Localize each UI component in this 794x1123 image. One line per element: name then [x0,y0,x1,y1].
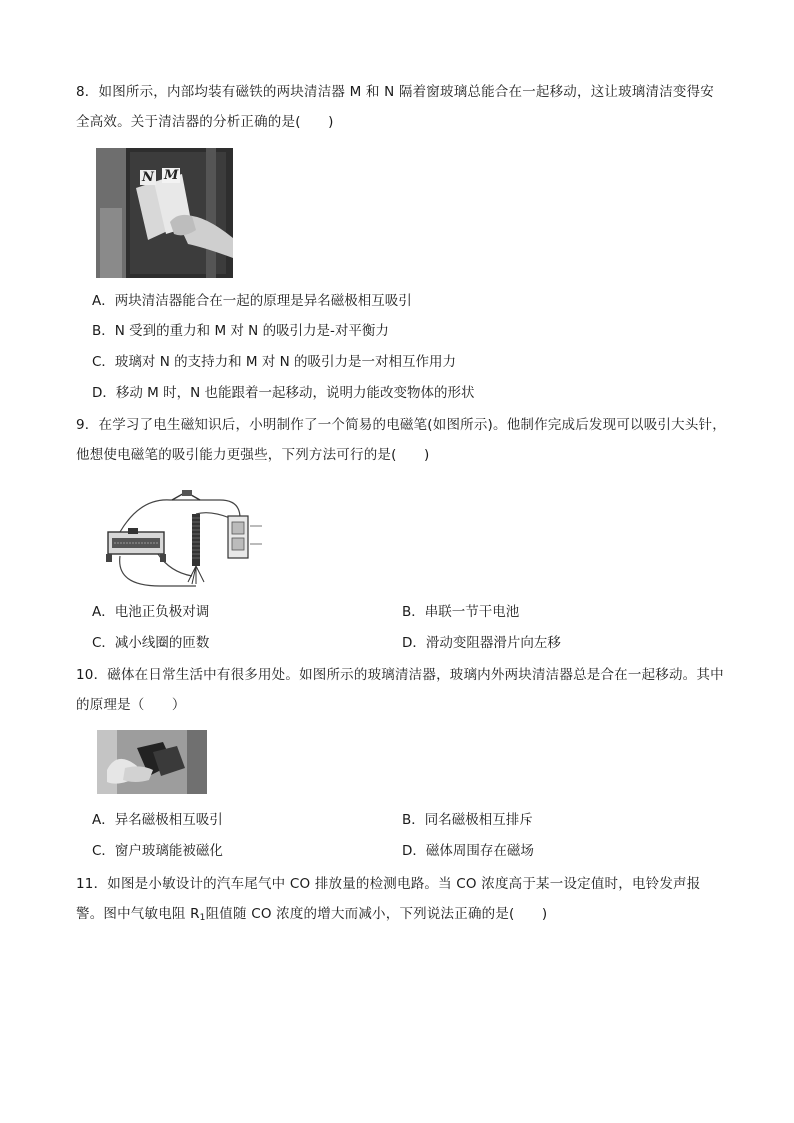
question-9-stem: 9．在学习了电生磁知识后，小明制作了一个简易的电磁笔(如图所示)。他制作完成后发现可以吸引大头针，他想使电磁笔的吸引能力更强些，下列方法可行的是( ) [76,417,726,463]
label-n: N [142,170,154,185]
question-9-option-a[interactable]: A．电池正负极对调 [92,604,210,620]
question-9-option-d[interactable]: D．滑动变阻器滑片向左移 [402,635,561,651]
question-10-figure [97,730,207,794]
question-11-stem-part2: 阻值随 CO 浓度的增大而减小，下列说法正确的是( ) [205,906,548,922]
question-9-figure [100,482,270,588]
question-10-option-a[interactable]: A．异名磁极相互吸引 [92,812,223,828]
question-9-option-c[interactable]: C．减小线圈的匝数 [92,635,210,651]
label-m: M [164,168,179,183]
question-8-option-d[interactable]: D．移动 M 时，N 也能跟着一起移动，说明力能改变物体的形状 [92,385,475,401]
question-10-stem: 10．磁体在日常生活中有很多用处。如图所示的玻璃清洁器，玻璃内外两块清洁器总是合在一起移动。其中的原理是（ ） [76,667,724,713]
question-11-stem-part1: 11．如图是小敏设计的汽车尾气中 CO 排放量的检测电路。当 CO 浓度高于某一设定值时，电铃发声报警。图中气敏电阻 R [76,876,701,922]
question-11-stem [76,869,726,933]
question-8-option-a[interactable]: A．两块清洁器能合在一起的原理是异名磁极相互吸引 [92,293,412,309]
question-10-option-d[interactable]: D．磁体周围存在磁场 [402,843,534,859]
question-8-option-b[interactable]: B．N 受到的重力和 M 对 N 的吸引力是-对平衡力 [92,323,389,339]
question-11-subscript: 1 [199,913,206,923]
question-10-option-b[interactable]: B．同名磁极相互排斥 [402,812,533,828]
question-9-option-b[interactable]: B．串联一节干电池 [402,604,520,620]
question-8-option-c[interactable]: C．玻璃对 N 的支持力和 M 对 N 的吸引力是一对相互作用力 [92,354,457,370]
question-8-figure [96,148,233,278]
electromagnetic-pen-circuit [100,482,270,588]
question-8-stem: 8．如图所示，内部均装有磁铁的两块清洁器 M 和 N 隔着窗玻璃总能合在一起移动，这让玻璃清洁变得安全高效。关于清洁器的分析正确的是( ) [76,84,714,130]
question-10-option-c[interactable]: C．窗户玻璃能被磁化 [92,843,223,859]
glass-cleaner-photo [97,730,207,794]
